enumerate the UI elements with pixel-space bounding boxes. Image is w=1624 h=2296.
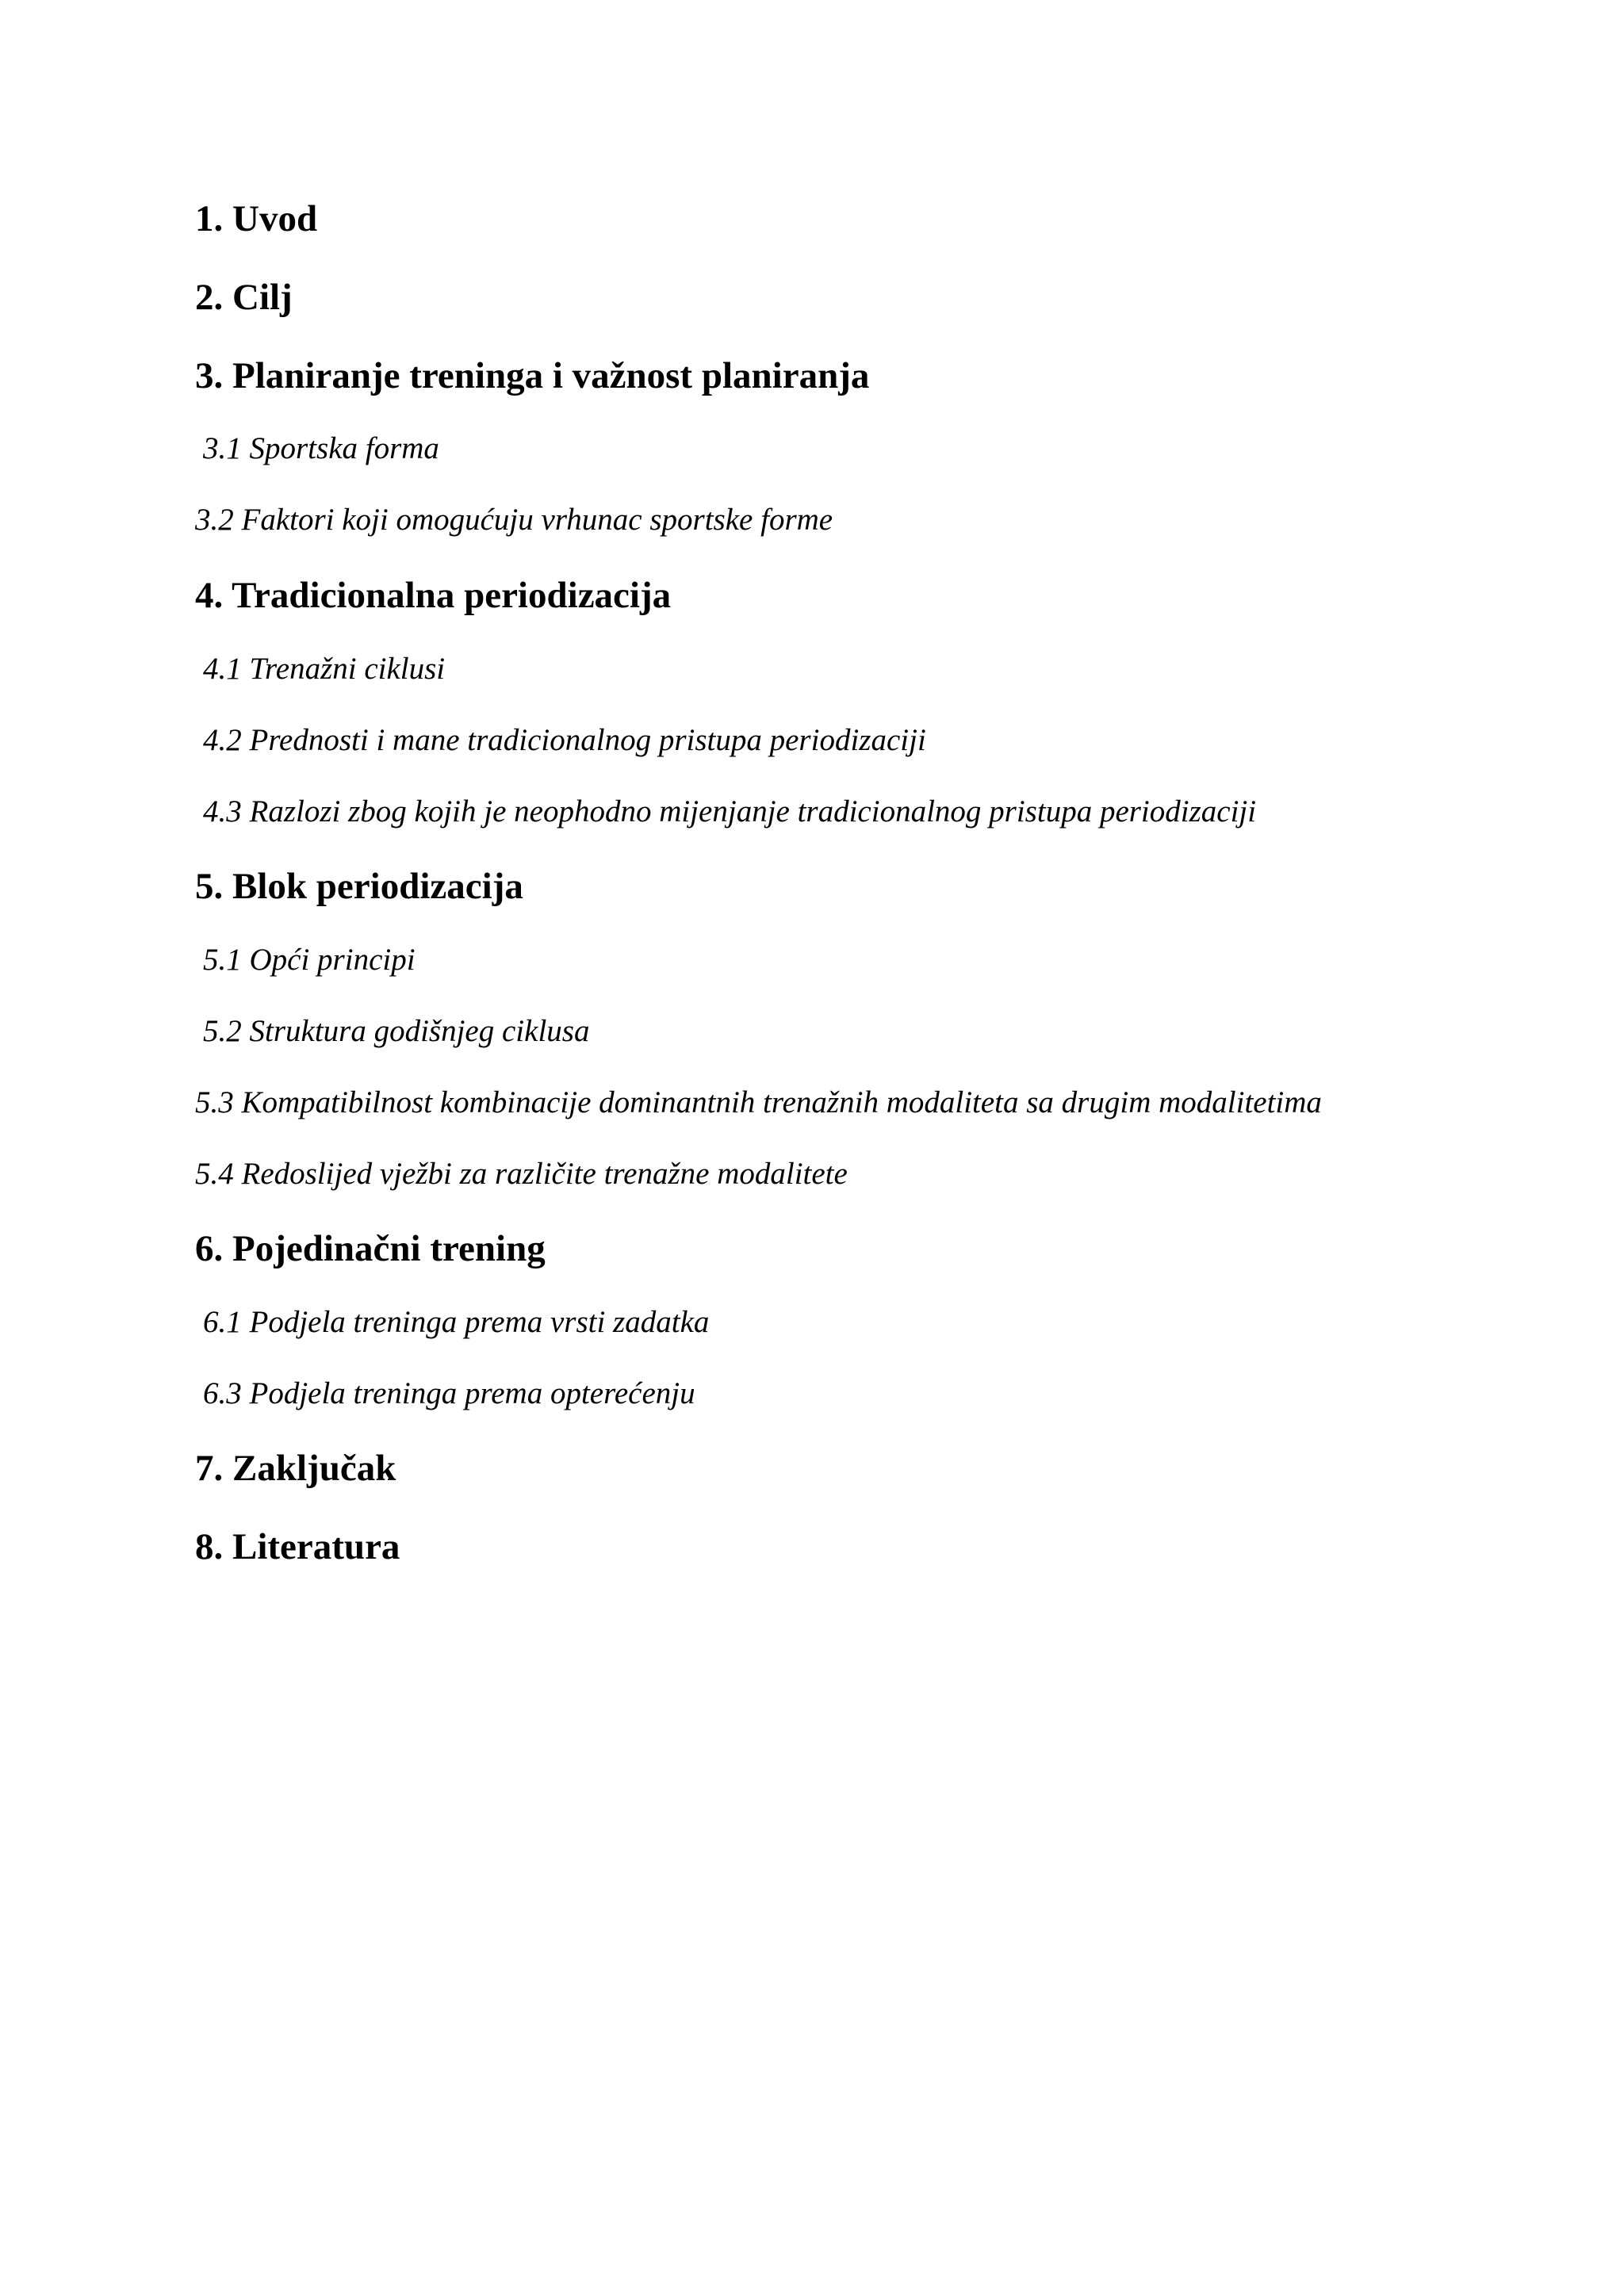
toc-subitem-5-4: 5.4 Redoslijed vježbi za različite trenažne modalitete — [195, 1157, 848, 1191]
toc-subitem-4-1: 4.1 Trenažni ciklusi — [203, 652, 446, 686]
toc-heading-cilj: 2. Cilj — [195, 277, 293, 318]
toc-subitem-5-2: 5.2 Struktura godišnjeg ciklusa — [203, 1014, 590, 1048]
toc-heading-uvod: 1. Uvod — [195, 198, 318, 239]
toc-subitem-3-1: 3.1 Sportska forma — [203, 431, 439, 465]
toc-heading-literatura: 8. Literatura — [195, 1526, 400, 1567]
toc-heading-pojedinacni-trening: 6. Pojedinačni trening — [195, 1228, 546, 1269]
toc-heading-zakljucak: 7. Zaključak — [195, 1448, 396, 1489]
toc-subitem-3-2: 3.2 Faktori koji omogućuju vrhunac sportske forme — [195, 503, 833, 537]
toc-subitem-4-2: 4.2 Prednosti i mane tradicionalnog pristupa periodizaciji — [203, 723, 926, 757]
toc-subitem-4-3: 4.3 Razlozi zbog kojih je neophodno mijenjanje tradicionalnog pristupa periodizaciji — [203, 794, 1257, 828]
toc-subitem-5-3: 5.3 Kompatibilnost kombinacije dominantnih trenažnih modaliteta sa drugim modalitetima — [195, 1085, 1322, 1119]
toc-subitem-5-1: 5.1 Opći principi — [203, 943, 416, 977]
toc-heading-tradicionalna-periodizacija: 4. Tradicionalna periodizacija — [195, 575, 672, 616]
toc-subitem-6-3: 6.3 Podjela treninga prema opterećenju — [203, 1376, 695, 1410]
toc-subitem-6-1: 6.1 Podjela treninga prema vrsti zadatka — [203, 1305, 710, 1339]
toc-heading-planiranje: 3. Planiranje treninga i važnost planiranja — [195, 355, 870, 396]
toc-heading-blok-periodizacija: 5. Blok periodizacija — [195, 866, 523, 907]
